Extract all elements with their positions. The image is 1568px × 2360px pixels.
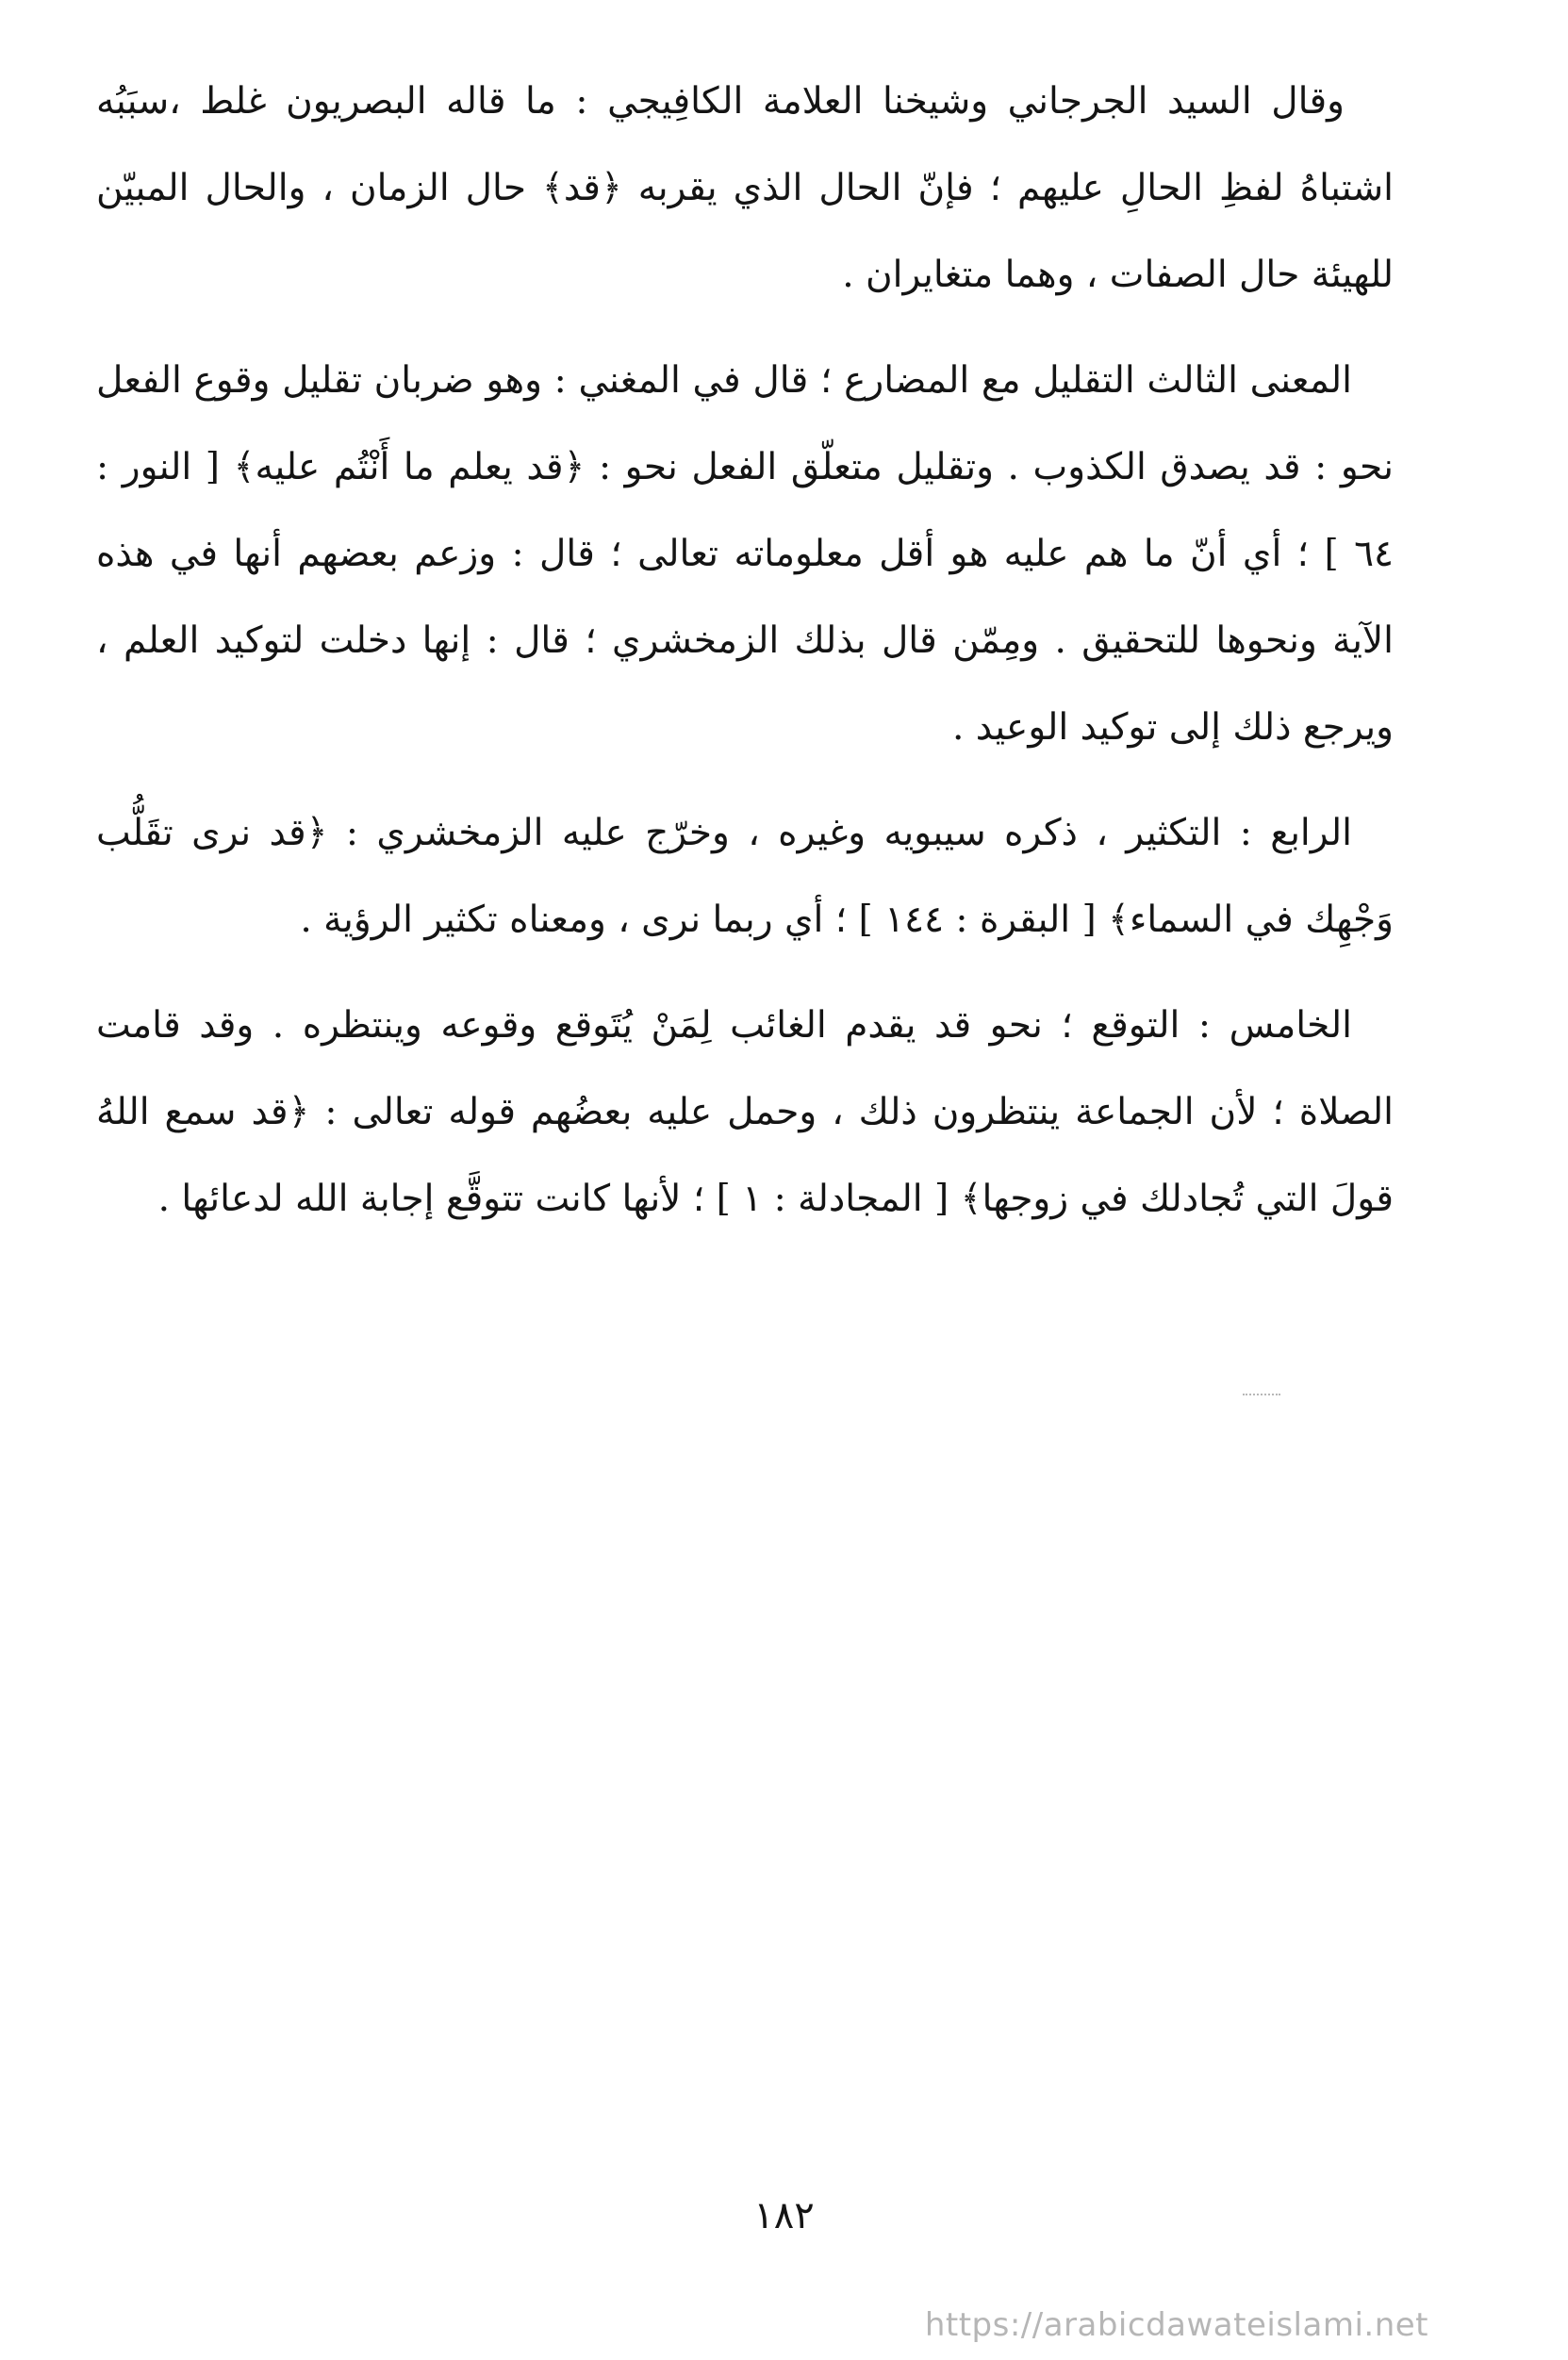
paragraph-2: المعنى الثالث التقليل مع المضارع ؛ قال في المغني : وهو ضربان تقليل وقوع الفعل نحو : قد يصدق الكذوب . وتقليل متعلّق الفعل نحو : ﴿قد يعلم ما أَنْتُم عليه﴾ [ النور : ٦٤ ] ؛ أي أنّ ما هم عليه هو أقل معلوماته تعالى ؛ قال : وزعم بعضهم أنها في هذه الآية ونحوها للتحقيق . ومِمّن قال بذلك الزمخشري ؛ قال : إنها دخلت لتوكيد العلم ، ويرجع ذلك إلى توكيد الوعيد .	[96, 359, 1394, 749]
watermark-url: https://arabicdawateislami.net	[924, 2306, 1428, 2344]
main-text	[96, 58, 1394, 1262]
paragraph-1: وقال السيد الجرجاني وشيخنا العلامة الكافِيجي : ما قاله البصريون غلط ،سبَبُه اشتباهُ لفظِ الحالِ عليهم ؛ فإنّ الحال الذي يقربه ﴿قد﴾ حال الزمان ، والحال المبيّن للهيئة حال الصفات ، وهما متغايران .	[96, 80, 1394, 296]
paragraph-3: الرابع : التكثير ، ذكره سيبويه وغيره ، وخرّج عليه الزمخشري : ﴿قد نرى تقَلُّب وَجْهِك في السماء﴾ [ البقرة : ١٤٤ ] ؛ أي ربما نرى ، ومعناه تكثير الرؤية .	[96, 812, 1394, 941]
page-number: ١٨٢	[753, 2194, 815, 2237]
paragraph-4: الخامس : التوقع ؛ نحو قد يقدم الغائب لِمَنْ يُتَوقع وقوعه وينتظره . وقد قامت الصلاة ؛ لأن الجماعة ينتظرون ذلك ، وحمل عليه بعضُهم قوله تعالى : ﴿قد سمع اللهُ قولَ التي تُجادلك في زوجها﴾ [ المجادلة : ١ ] ؛ لأنها كانت تتوقَّع إجابة الله لدعائها .	[96, 1004, 1394, 1220]
scan-artifact-divider	[1243, 1394, 1280, 1398]
